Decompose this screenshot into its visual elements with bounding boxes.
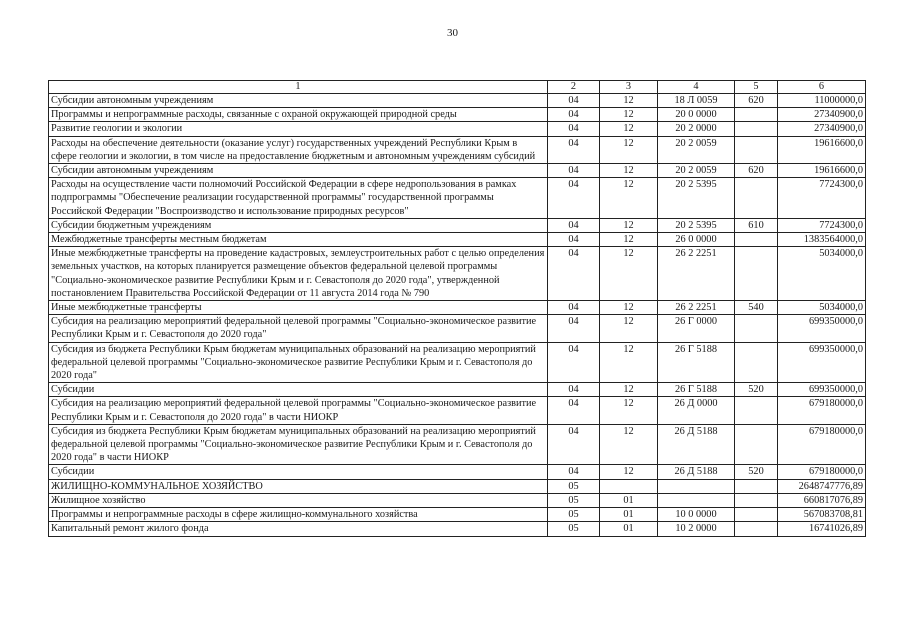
row-sum-cell: 27340900,0	[778, 108, 866, 122]
row-expense-type-cell	[735, 522, 778, 536]
table-row	[49, 301, 866, 315]
row-expense-type-cell	[735, 178, 778, 219]
row-target-article-cell: 26 Г 5188	[658, 383, 735, 397]
row-sum-cell: 567083708,81	[778, 508, 866, 522]
row-name-cell: Субсидия из бюджета Республики Крым бюджетам муниципальных образований на реализацию мероприятий федеральной целевой программы "Социально-экономическое развитие Республики Крым и г. Севастополя до 2020 года"	[49, 342, 548, 383]
row-expense-type-cell	[735, 108, 778, 122]
budget-table	[48, 80, 866, 537]
row-section-cell: 05	[548, 479, 600, 493]
table-row	[49, 383, 866, 397]
row-section-cell: 05	[548, 522, 600, 536]
row-sum-cell: 679180000,0	[778, 465, 866, 479]
header-cell-expense-type: 5	[735, 81, 778, 94]
row-target-article-cell: 26 0 0000	[658, 233, 735, 247]
row-subsection-cell: 12	[600, 247, 658, 301]
row-sum-cell: 16741026,89	[778, 522, 866, 536]
row-subsection-cell: 12	[600, 233, 658, 247]
row-target-article-cell: 18 Л 0059	[658, 94, 735, 108]
row-expense-type-cell: 520	[735, 465, 778, 479]
row-name-cell: Иные межбюджетные трансферты	[49, 301, 548, 315]
table-row	[49, 164, 866, 178]
row-name-cell: Субсидия на реализацию мероприятий федеральной целевой программы "Социально-экономическое развитие Республики Крым и г. Севастополя до 2020 года" в части НИОКР	[49, 397, 548, 424]
row-section-cell: 05	[548, 508, 600, 522]
row-subsection-cell: 12	[600, 94, 658, 108]
row-expense-type-cell	[735, 122, 778, 136]
row-subsection-cell: 12	[600, 424, 658, 465]
row-subsection-cell: 01	[600, 508, 658, 522]
row-section-cell: 04	[548, 136, 600, 163]
header-cell-sum: 6	[778, 81, 866, 94]
table-row	[49, 94, 866, 108]
row-section-cell: 04	[548, 94, 600, 108]
header-cell-subsection: 3	[600, 81, 658, 94]
row-section-cell: 04	[548, 218, 600, 232]
row-name-cell: Расходы на обеспечение деятельности (оказание услуг) государственных учреждений Республики Крым в сфере геологии и экологии, в том числе на предоставление бюджетным и автономным учреждениям субсидий	[49, 136, 548, 163]
row-target-article-cell: 20 2 0000	[658, 122, 735, 136]
row-target-article-cell: 20 2 0059	[658, 164, 735, 178]
row-section-cell: 04	[548, 383, 600, 397]
row-section-cell: 04	[548, 301, 600, 315]
row-expense-type-cell	[735, 233, 778, 247]
row-expense-type-cell	[735, 315, 778, 342]
row-sum-cell: 5034000,0	[778, 301, 866, 315]
table-row	[49, 397, 866, 424]
row-expense-type-cell	[735, 342, 778, 383]
row-sum-cell: 2648747776,89	[778, 479, 866, 493]
header-cell-name: 1	[49, 81, 548, 94]
row-target-article-cell: 26 Г 0000	[658, 315, 735, 342]
row-name-cell: Капитальный ремонт жилого фонда	[49, 522, 548, 536]
row-expense-type-cell	[735, 247, 778, 301]
row-name-cell: Иные межбюджетные трансферты на проведение кадастровых, землеустроительных работ с целью определения земельных участков, на которых планируется размещение объектов федеральной целевой программы "Социально-экономическое развитие Республики Крым и г. Севастополя до 2020 года", утвержденной постановлением Правительства Российской Федерации от 11 августа 2014 года № 790	[49, 247, 548, 301]
table-row	[49, 218, 866, 232]
table-row	[49, 247, 866, 301]
row-name-cell: ЖИЛИЩНО-КОММУНАЛЬНОЕ ХОЗЯЙСТВО	[49, 479, 548, 493]
row-name-cell: Программы и непрограммные расходы в сфере жилищно-коммунального хозяйства	[49, 508, 548, 522]
table-row	[49, 508, 866, 522]
row-subsection-cell: 12	[600, 342, 658, 383]
row-target-article-cell: 26 Д 5188	[658, 424, 735, 465]
row-subsection-cell: 01	[600, 522, 658, 536]
row-expense-type-cell: 610	[735, 218, 778, 232]
page-number: 30	[447, 27, 458, 39]
row-subsection-cell: 12	[600, 218, 658, 232]
row-expense-type-cell: 540	[735, 301, 778, 315]
row-sum-cell: 679180000,0	[778, 397, 866, 424]
row-expense-type-cell: 520	[735, 383, 778, 397]
row-name-cell: Субсидия на реализацию мероприятий федеральной целевой программы "Социально-экономическое развитие Республики Крым и г. Севастополя до 2020 года"	[49, 315, 548, 342]
row-sum-cell: 679180000,0	[778, 424, 866, 465]
row-section-cell: 04	[548, 233, 600, 247]
row-name-cell: Субсидии	[49, 383, 548, 397]
row-section-cell: 04	[548, 397, 600, 424]
table-row	[49, 315, 866, 342]
row-target-article-cell: 10 0 0000	[658, 508, 735, 522]
row-section-cell: 04	[548, 122, 600, 136]
row-target-article-cell: 26 2 2251	[658, 247, 735, 301]
table-row	[49, 108, 866, 122]
row-subsection-cell: 12	[600, 108, 658, 122]
row-section-cell: 04	[548, 247, 600, 301]
table-row	[49, 233, 866, 247]
row-sum-cell: 19616600,0	[778, 164, 866, 178]
row-sum-cell: 660817076,89	[778, 493, 866, 507]
row-sum-cell: 27340900,0	[778, 122, 866, 136]
row-expense-type-cell: 620	[735, 94, 778, 108]
table-row	[49, 522, 866, 536]
row-name-cell: Жилищное хозяйство	[49, 493, 548, 507]
table-row	[49, 122, 866, 136]
table-row	[49, 136, 866, 163]
table-header-row	[49, 81, 866, 94]
row-subsection-cell: 01	[600, 493, 658, 507]
row-subsection-cell: 12	[600, 178, 658, 219]
row-subsection-cell: 12	[600, 315, 658, 342]
table-row	[49, 178, 866, 219]
row-name-cell: Развитие геологии и экологии	[49, 122, 548, 136]
row-section-cell: 04	[548, 108, 600, 122]
row-sum-cell: 5034000,0	[778, 247, 866, 301]
row-name-cell: Субсидии бюджетным учреждениям	[49, 218, 548, 232]
row-subsection-cell: 12	[600, 164, 658, 178]
row-section-cell: 04	[548, 342, 600, 383]
row-target-article-cell: 26 Д 5188	[658, 465, 735, 479]
row-subsection-cell: 12	[600, 397, 658, 424]
table-row	[49, 342, 866, 383]
row-name-cell: Межбюджетные трансферты местным бюджетам	[49, 233, 548, 247]
row-sum-cell: 1383564000,0	[778, 233, 866, 247]
row-expense-type-cell	[735, 424, 778, 465]
row-target-article-cell: 26 Г 5188	[658, 342, 735, 383]
row-name-cell: Субсидия из бюджета Республики Крым бюджетам муниципальных образований на реализацию мероприятий федеральной целевой программы "Социально-экономическое развитие Республики Крым и г. Севастополя до 2020 года" в части НИОКР	[49, 424, 548, 465]
row-sum-cell: 19616600,0	[778, 136, 866, 163]
row-target-article-cell: 10 2 0000	[658, 522, 735, 536]
row-sum-cell: 699350000,0	[778, 315, 866, 342]
row-sum-cell: 7724300,0	[778, 218, 866, 232]
row-target-article-cell: 20 0 0000	[658, 108, 735, 122]
row-expense-type-cell	[735, 397, 778, 424]
header-cell-section: 2	[548, 81, 600, 94]
row-target-article-cell: 26 Д 0000	[658, 397, 735, 424]
row-subsection-cell: 12	[600, 136, 658, 163]
row-expense-type-cell: 620	[735, 164, 778, 178]
row-target-article-cell: 20 2 0059	[658, 136, 735, 163]
row-section-cell: 04	[548, 178, 600, 219]
row-subsection-cell: 12	[600, 465, 658, 479]
row-expense-type-cell	[735, 508, 778, 522]
row-target-article-cell: 20 2 5395	[658, 178, 735, 219]
row-subsection-cell: 12	[600, 122, 658, 136]
row-name-cell: Субсидии	[49, 465, 548, 479]
table-row	[49, 479, 866, 493]
row-sum-cell: 7724300,0	[778, 178, 866, 219]
row-sum-cell: 699350000,0	[778, 342, 866, 383]
row-target-article-cell	[658, 479, 735, 493]
row-section-cell: 04	[548, 465, 600, 479]
table-row	[49, 424, 866, 465]
header-cell-target-article: 4	[658, 81, 735, 94]
row-subsection-cell: 12	[600, 383, 658, 397]
row-section-cell: 04	[548, 424, 600, 465]
row-section-cell: 04	[548, 315, 600, 342]
row-section-cell: 04	[548, 164, 600, 178]
row-target-article-cell	[658, 493, 735, 507]
row-section-cell: 05	[548, 493, 600, 507]
row-expense-type-cell	[735, 479, 778, 493]
row-name-cell: Субсидии автономным учреждениям	[49, 164, 548, 178]
row-target-article-cell: 20 2 5395	[658, 218, 735, 232]
row-subsection-cell: 12	[600, 301, 658, 315]
row-expense-type-cell	[735, 493, 778, 507]
row-target-article-cell: 26 2 2251	[658, 301, 735, 315]
row-sum-cell: 11000000,0	[778, 94, 866, 108]
row-subsection-cell	[600, 479, 658, 493]
row-sum-cell: 699350000,0	[778, 383, 866, 397]
table-row	[49, 465, 866, 479]
row-name-cell: Субсидии автономным учреждениям	[49, 94, 548, 108]
table-row	[49, 493, 866, 507]
row-expense-type-cell	[735, 136, 778, 163]
row-name-cell: Расходы на осуществление части полномочий Российской Федерации в сфере недропользования в рамках подпрограммы "Обеспечение реализации государственной программы" государственной программы Российской Федерации "Воспроизводство и использование природных ресурсов"	[49, 178, 548, 219]
row-name-cell: Программы и непрограммные расходы, связанные с охраной окружающей природной среды	[49, 108, 548, 122]
